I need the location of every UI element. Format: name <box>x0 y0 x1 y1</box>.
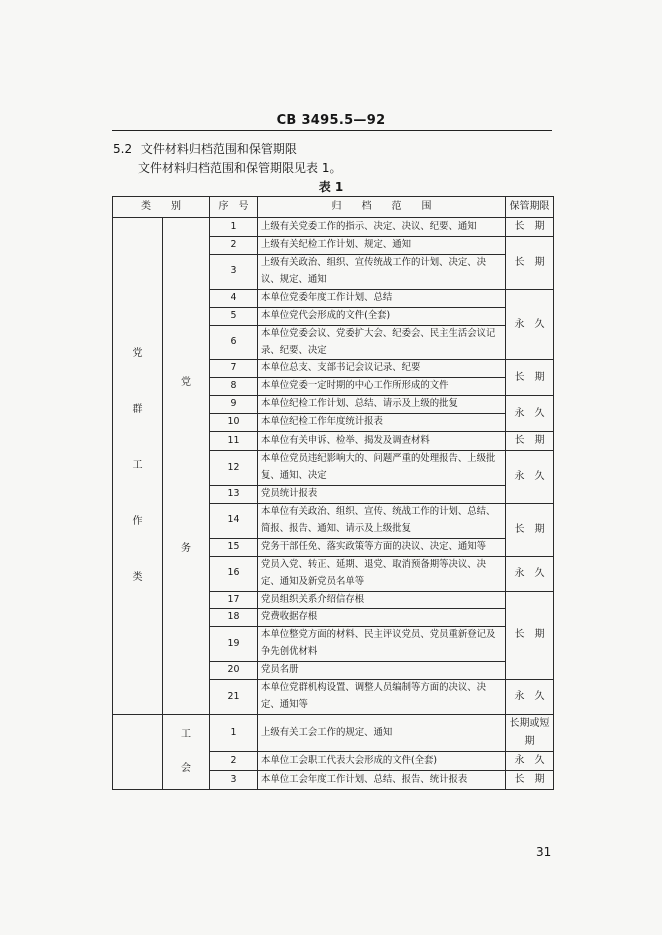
seq-cell: 10 <box>210 414 258 432</box>
scope-cell: 本单位纪检工作年度统计报表 <box>258 414 506 432</box>
retention-cell: 永 久 <box>506 289 554 360</box>
header-retention: 保管期限 <box>506 197 554 218</box>
subcategory-char: 党 <box>181 376 191 388</box>
seq-cell: 1 <box>210 218 258 237</box>
retention-cell: 长期或短期 <box>506 714 554 751</box>
subcategory-char: 工 <box>181 728 191 740</box>
scope-cell: 党员名册 <box>258 662 506 680</box>
seq-cell: 8 <box>210 378 258 396</box>
scope-cell: 本单位总支、支部书记会议记录、纪要 <box>258 360 506 378</box>
seq-cell: 4 <box>210 289 258 307</box>
seq-cell: 20 <box>210 662 258 680</box>
section-title: 文件材料归档范围和保管期限 <box>140 142 297 156</box>
seq-cell: 12 <box>210 451 258 486</box>
retention-cell: 长 期 <box>506 591 554 680</box>
scope-cell: 本单位党委年度工作计划、总结 <box>258 289 506 307</box>
subcategory-char: 会 <box>181 762 191 774</box>
scope-cell: 本单位有关政治、组织、宣传、统战工作的计划、总结、简报、报告、通知、请示及上级批复 <box>258 503 506 538</box>
seq-cell: 7 <box>210 360 258 378</box>
standard-number: CB 3495.5—92 <box>276 113 386 128</box>
retention-cell: 长 期 <box>506 360 554 396</box>
scope-cell: 上级有关党委工作的指示、决定、决议、纪要、通知 <box>258 218 506 237</box>
seq-cell: 5 <box>210 307 258 325</box>
page-number: 31 <box>536 845 552 859</box>
seq-cell: 9 <box>210 396 258 414</box>
seq-cell: 13 <box>210 485 258 503</box>
category-char: 党 <box>132 347 143 359</box>
seq-cell: 2 <box>210 751 258 770</box>
seq-cell: 21 <box>210 680 258 715</box>
scope-cell: 本单位党委会议、党委扩大会、纪委会、民主生活会议记录、纪要、决定 <box>258 325 506 360</box>
category-char: 工 <box>132 459 143 471</box>
seq-cell: 11 <box>210 432 258 451</box>
subcategory-party-cell <box>163 218 210 715</box>
header-category: 类 别 <box>113 197 210 218</box>
scope-cell: 本单位纪检工作计划、总结、请示及上级的批复 <box>258 396 506 414</box>
retention-cell: 永 久 <box>506 451 554 504</box>
seq-cell: 18 <box>210 609 258 627</box>
header-scope: 归 档 范 围 <box>258 197 506 218</box>
seq-cell: 14 <box>210 503 258 538</box>
scope-cell: 上级有关纪检工作计划、规定、通知 <box>258 237 506 255</box>
retention-cell: 永 久 <box>506 751 554 770</box>
retention-cell: 长 期 <box>506 770 554 789</box>
subcategory-union-cell <box>163 714 210 789</box>
seq-cell: 6 <box>210 325 258 360</box>
scope-cell: 党员统计报表 <box>258 485 506 503</box>
section-number: 5.2 <box>113 142 133 156</box>
category-cell <box>113 218 163 715</box>
section-sentence: 文件材料归档范围和保管期限见表 1。 <box>138 161 342 175</box>
scope-cell: 党费收据存根 <box>258 609 506 627</box>
retention-cell: 长 期 <box>506 503 554 556</box>
retention-cell: 永 久 <box>506 680 554 715</box>
seq-cell: 17 <box>210 591 258 609</box>
header-seq: 序 号 <box>210 197 258 218</box>
seq-cell: 19 <box>210 627 258 662</box>
scope-cell: 上级有关政治、组织、宣传统战工作的计划、决定、决议、规定、通知 <box>258 254 506 289</box>
retention-cell: 永 久 <box>506 396 554 432</box>
scope-cell: 本单位党员违纪影响大的、问题严重的处理报告、上级批复、通知、决定 <box>258 451 506 486</box>
category-cell-continued <box>113 714 163 789</box>
scope-cell: 本单位整党方面的材料、民主评议党员、党员重新登记及争先创优材料 <box>258 627 506 662</box>
seq-cell: 1 <box>210 714 258 751</box>
seq-cell: 3 <box>210 770 258 789</box>
scope-cell: 本单位党代会形成的文件(全套) <box>258 307 506 325</box>
seq-cell: 15 <box>210 538 258 556</box>
seq-cell: 2 <box>210 237 258 255</box>
category-char: 类 <box>132 571 143 583</box>
scope-cell: 党员入党、转正、延期、退党、取消预备期等决议、决定、通知及新党员名单等 <box>258 556 506 591</box>
table-caption: 表 1 <box>318 180 344 194</box>
table-header-row <box>113 197 554 218</box>
scope-cell: 本单位党群机构设置、调整人员编制等方面的决议、决定、通知等 <box>258 680 506 715</box>
scope-cell: 党务干部任免、落实政策等方面的决议、决定、通知等 <box>258 538 506 556</box>
retention-cell: 长 期 <box>506 218 554 237</box>
retention-cell: 长 期 <box>506 237 554 290</box>
scope-cell: 本单位工会年度工作计划、总结、报告、统计报表 <box>258 770 506 789</box>
scope-cell: 本单位工会职工代表大会形成的文件(全套) <box>258 751 506 770</box>
scope-cell: 本单位有关申诉、检举、揭发及调查材料 <box>258 432 506 451</box>
header-rule <box>112 130 552 131</box>
archive-scope-table <box>112 196 554 790</box>
section-heading <box>113 140 297 157</box>
category-char: 群 <box>132 403 143 415</box>
category-char: 作 <box>132 515 143 527</box>
scope-cell: 上级有关工会工作的规定、通知 <box>258 714 506 751</box>
seq-cell: 3 <box>210 254 258 289</box>
scope-cell: 本单位党委一定时期的中心工作所形成的文件 <box>258 378 506 396</box>
seq-cell: 16 <box>210 556 258 591</box>
table-row <box>113 714 554 751</box>
table-row <box>113 218 554 237</box>
subcategory-char: 务 <box>181 542 191 554</box>
retention-cell: 永 久 <box>506 556 554 591</box>
scope-cell: 党员组织关系介绍信存根 <box>258 591 506 609</box>
retention-cell: 长 期 <box>506 432 554 451</box>
